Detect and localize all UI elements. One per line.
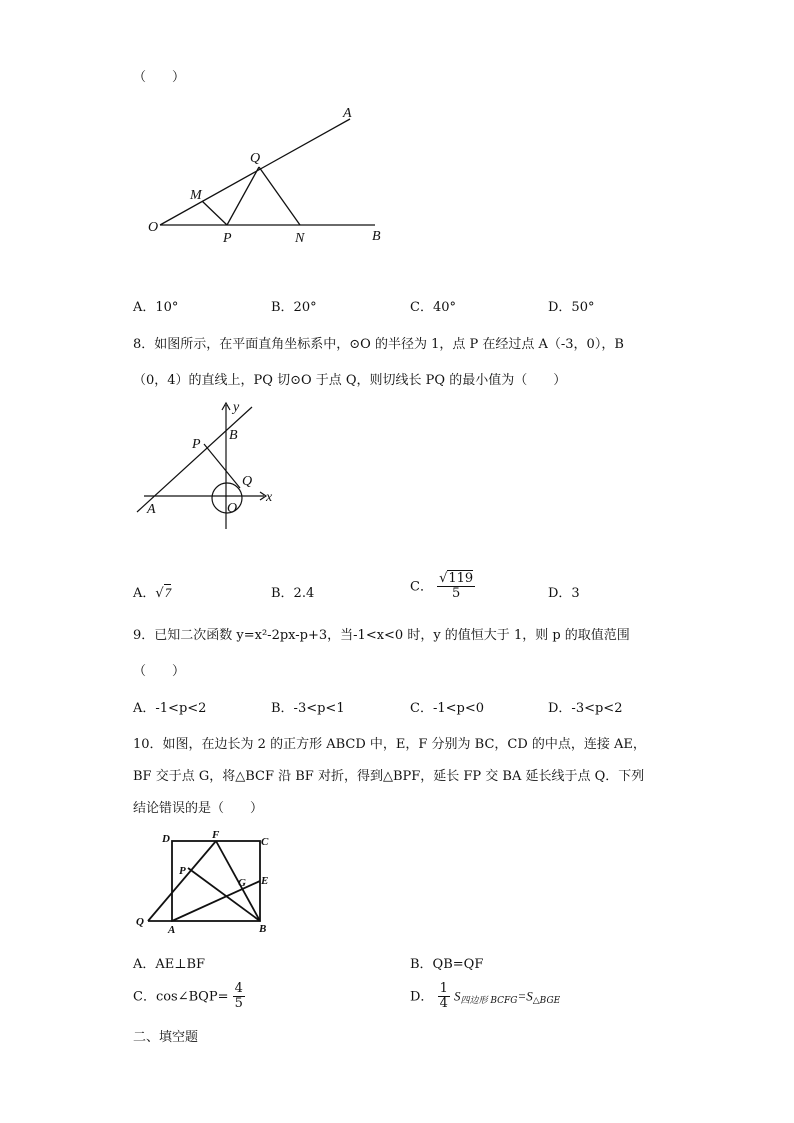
q8-label-B: B	[229, 428, 238, 443]
q10-label-E: E	[261, 875, 269, 887]
q8-label-x: x	[266, 490, 273, 505]
q8-option-b: B．2.4	[271, 586, 315, 601]
q8-option-c-denominator: 5	[452, 586, 461, 602]
q10-option-d	[410, 982, 560, 1012]
q10-option-a: A．AE⊥BF	[133, 957, 206, 972]
q7-label-O: O	[148, 220, 159, 235]
q8-option-a-radicand: 7	[164, 585, 172, 600]
q10-label-Q: Q	[136, 916, 144, 928]
q7-label-P: P	[223, 231, 232, 246]
q10-option-c-numerator: 4	[234, 981, 243, 996]
q8-option-c-radicand: 119	[448, 571, 474, 586]
q8-option-c-fraction	[437, 572, 475, 602]
q8-label-A: A	[147, 502, 156, 517]
section-title: 二、填空题	[133, 1030, 199, 1045]
q10-option-b: B．QB=QF	[410, 957, 484, 972]
q10-label-C: C	[261, 836, 269, 848]
q7-option-b: B．20°	[271, 300, 317, 315]
q9-option-c: C．-1<p<0	[410, 701, 484, 716]
q7-option-d: D．50°	[548, 300, 595, 315]
q7-paren: （ ）	[133, 70, 186, 85]
q7-figure	[140, 95, 410, 255]
q7-label-N: N	[295, 231, 305, 246]
q10-option-d-fraction	[438, 982, 450, 1012]
q7-label-A: A	[343, 106, 352, 121]
q10-option-d-s1: S	[454, 988, 461, 1004]
q8-figure	[130, 395, 290, 535]
q8-sqrt-sign: √	[155, 586, 164, 601]
q7-option-c: C．40°	[410, 300, 456, 315]
q10-option-c-fraction	[233, 982, 245, 1012]
q8-line1: 8．如图所示，在平面直角坐标系中，⊙O 的半径为 1，点 P 在经过点 A（-3，0），B	[133, 337, 624, 352]
q10-option-d-sub2: △BGE	[532, 996, 561, 1007]
q8-option-d: D．3	[548, 586, 580, 601]
q8-label-y: y	[233, 400, 240, 415]
q10-option-d-eq: =S	[517, 988, 533, 1004]
q8-label-Q: Q	[242, 474, 253, 489]
q10-line3: 结论错误的是（ ）	[133, 801, 264, 816]
q10-option-d-numerator: 1	[439, 981, 448, 996]
q10-option-d-denominator: 4	[439, 996, 448, 1012]
q10-label-B: B	[259, 923, 267, 935]
q7-label-B: B	[372, 229, 381, 244]
q9-option-a: A．-1<p<2	[133, 701, 207, 716]
q10-label-A: A	[168, 924, 176, 936]
q10-option-d-label: D．	[410, 989, 434, 1005]
q10-line2: BF 交于点 G，将△BCF 沿 BF 对折，得到△BPF，延长 FP 交 BA 延长线于点 Q．下列	[133, 769, 645, 784]
q8-label-P: P	[192, 437, 201, 452]
q10-figure	[130, 828, 280, 938]
q10-option-c-denominator: 5	[234, 996, 243, 1012]
q9-option-d: D．-3<p<2	[548, 701, 623, 716]
q10-label-F: F	[212, 829, 220, 841]
q7-label-M: M	[190, 188, 202, 203]
q8-line2: （0，4）的直线上，PQ 切⊙O 于点 Q，则切线长 PQ 的最小值为（ ）	[133, 373, 567, 388]
q10-option-c-label: C．cos∠BQP=	[133, 989, 229, 1005]
q8-label-O: O	[227, 501, 238, 516]
q10-label-G: G	[238, 877, 246, 889]
q8-option-c-label: C．	[410, 579, 433, 595]
q9-line1: 9．已知二次函数 y=x²-2px-p+3，当-1<x<0 时，y 的值恒大于 1，则 p 的取值范围	[133, 628, 630, 643]
q8-option-c	[410, 572, 475, 602]
q10-option-d-sub1: 四边形 BCFG	[460, 996, 518, 1007]
q10-line1: 10．如图，在边长为 2 的正方形 ABCD 中，E，F 分别为 BC，CD 的中点，连接 AE，	[133, 737, 646, 752]
q10-label-P: P	[179, 865, 186, 877]
q7-label-Q: Q	[250, 151, 261, 166]
q8-option-a	[133, 582, 171, 601]
q7-option-a: A．10°	[133, 300, 179, 315]
q8-option-c-numerator: √119	[439, 571, 474, 586]
q10-option-c	[133, 982, 245, 1012]
q8-option-a-label: A．	[133, 586, 156, 601]
q10-label-D: D	[162, 833, 170, 845]
q9-option-b: B．-3<p<1	[271, 701, 345, 716]
q9-paren: （ ）	[133, 664, 186, 679]
